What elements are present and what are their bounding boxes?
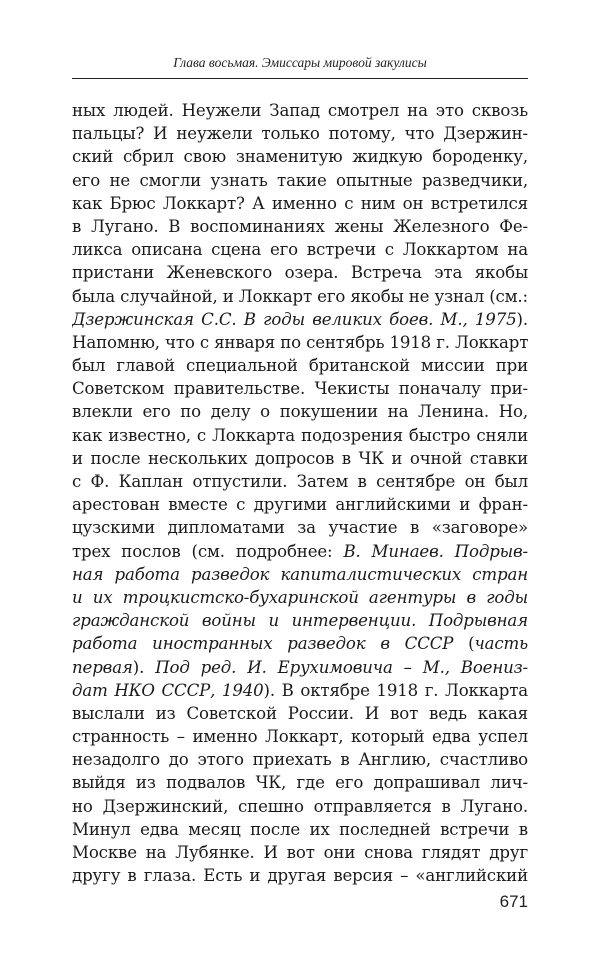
text-run: ). [132, 657, 156, 677]
text-run: выслали из Советской России. И вот ведь какая [72, 703, 528, 723]
text-run: Напомню, что с января по сентябрь 1918 г. Локкарт [72, 332, 528, 352]
text-line [72, 702, 528, 725]
text-run: арестован вместе с другими английскими и фран- [72, 495, 528, 515]
body-text [72, 99, 528, 887]
italic-text-run: В. Минаев. Подрыв- [343, 541, 528, 561]
text-line [72, 679, 528, 702]
text-run: странность – именно Локкарт, который едва успел [72, 727, 528, 747]
text-run: и после нескольких допросов в ЧК и очной ставки [72, 448, 528, 468]
text-run: ных людей. Неужели Запад смотрел на это сквозь [72, 101, 528, 120]
text-run: ликса описана сцена его встречи с Локкартом на [72, 240, 528, 260]
text-line [72, 795, 528, 818]
text-line [72, 540, 528, 563]
page-number: 671 [499, 892, 528, 911]
text-line [72, 122, 528, 145]
italic-text-run: Дзержинская С.С. В годы великих боев. М., 1975 [72, 309, 517, 329]
text-run: как известно, с Локкарта подозрения быстро сняли [72, 425, 528, 445]
italic-text-run: часть [474, 634, 528, 654]
italic-text-run: ная работа разведок капиталистических стран [72, 564, 528, 584]
text-run: ). [516, 309, 528, 329]
text-run: но Дзержинский, спешно отправляется в Лугано. [72, 796, 528, 816]
text-line [72, 447, 528, 470]
text-run: выйдя из подвалов ЧК, где его допрашивал лич- [72, 773, 528, 793]
text-run: с Ф. Каплан отпустили. Затем в сентябре он был [72, 472, 528, 491]
text-line [72, 748, 528, 771]
italic-text-run: и их троцкистско-бухаринской агентуры в годы [72, 587, 528, 607]
text-run: его не смогли узнать такие опытные разведчики, [72, 170, 528, 190]
text-run: пальцы? И неужели только потому, что Дзержин- [72, 124, 528, 144]
text-run: ). В октябре 1918 г. Локкарта [263, 680, 528, 700]
text-line [72, 563, 528, 586]
text-run: была случайной, и Локкарт его якобы не узнал (см.: [72, 286, 528, 306]
text-run: другу в глаза. Есть и другая версия – «английский [72, 866, 528, 886]
text-line [72, 424, 528, 447]
text-line [72, 470, 528, 493]
italic-text-run: работа иностранных разведок в СССР [72, 634, 454, 654]
text-line [72, 238, 528, 261]
text-line [72, 145, 528, 168]
text-line [72, 864, 528, 887]
text-line [72, 725, 528, 748]
text-run: Минул едва месяц после их последней встречи в [72, 819, 528, 839]
text-line [72, 656, 528, 679]
text-line [72, 308, 528, 331]
text-line [72, 632, 528, 655]
text-run: цузскими дипломатами за участие в «заговоре» [72, 518, 528, 538]
text-line [72, 516, 528, 539]
header-rule [72, 78, 528, 79]
italic-text-run: первая [72, 657, 133, 677]
text-line [72, 192, 528, 215]
text-line [72, 285, 528, 308]
text-line [72, 99, 528, 122]
text-run: незадолго до этого приехать в Англию, счастливо [72, 750, 528, 770]
text-line [72, 215, 528, 238]
text-run: пристани Женевского озера. Встреча эта якобы [72, 263, 528, 283]
text-line [72, 261, 528, 284]
text-run: ( [453, 634, 475, 654]
running-head: Глава восьмая. Эмиссары мировой закулисы [173, 55, 427, 70]
text-run: влекли его по делу о покушении на Ленина. Но, [72, 402, 528, 422]
text-run: как Брюс Локкарт? А именно с ним он встретился [72, 193, 528, 213]
text-line [72, 400, 528, 423]
text-line [72, 818, 528, 841]
italic-text-run: дат НКО СССР, 1940 [72, 680, 264, 700]
text-line [72, 841, 528, 864]
text-run: в Лугано. В воспоминаниях жены Железного Фе- [72, 216, 528, 236]
text-run: Советском правительстве. Чекисты поначалу при- [72, 379, 528, 399]
text-line [72, 771, 528, 794]
text-line [72, 377, 528, 400]
text-run: ский сбрил свою знаменитую жидкую бороденку, [72, 147, 528, 167]
text-line [72, 169, 528, 192]
text-line [72, 354, 528, 377]
text-run: был главой специальной британской миссии при [72, 356, 528, 376]
italic-text-run: Под ред. И. Ерухимовича – М., Воениз- [155, 657, 528, 677]
text-line [72, 609, 528, 632]
text-line [72, 331, 528, 354]
italic-text-run: гражданской войны и интервенции. Подрывная [72, 611, 528, 631]
text-run: Москве на Лубянке. И вот они снова глядят друг [72, 843, 528, 862]
text-line [72, 493, 528, 516]
text-run: трех послов (см. подробнее: [72, 541, 344, 561]
text-line [72, 586, 528, 609]
